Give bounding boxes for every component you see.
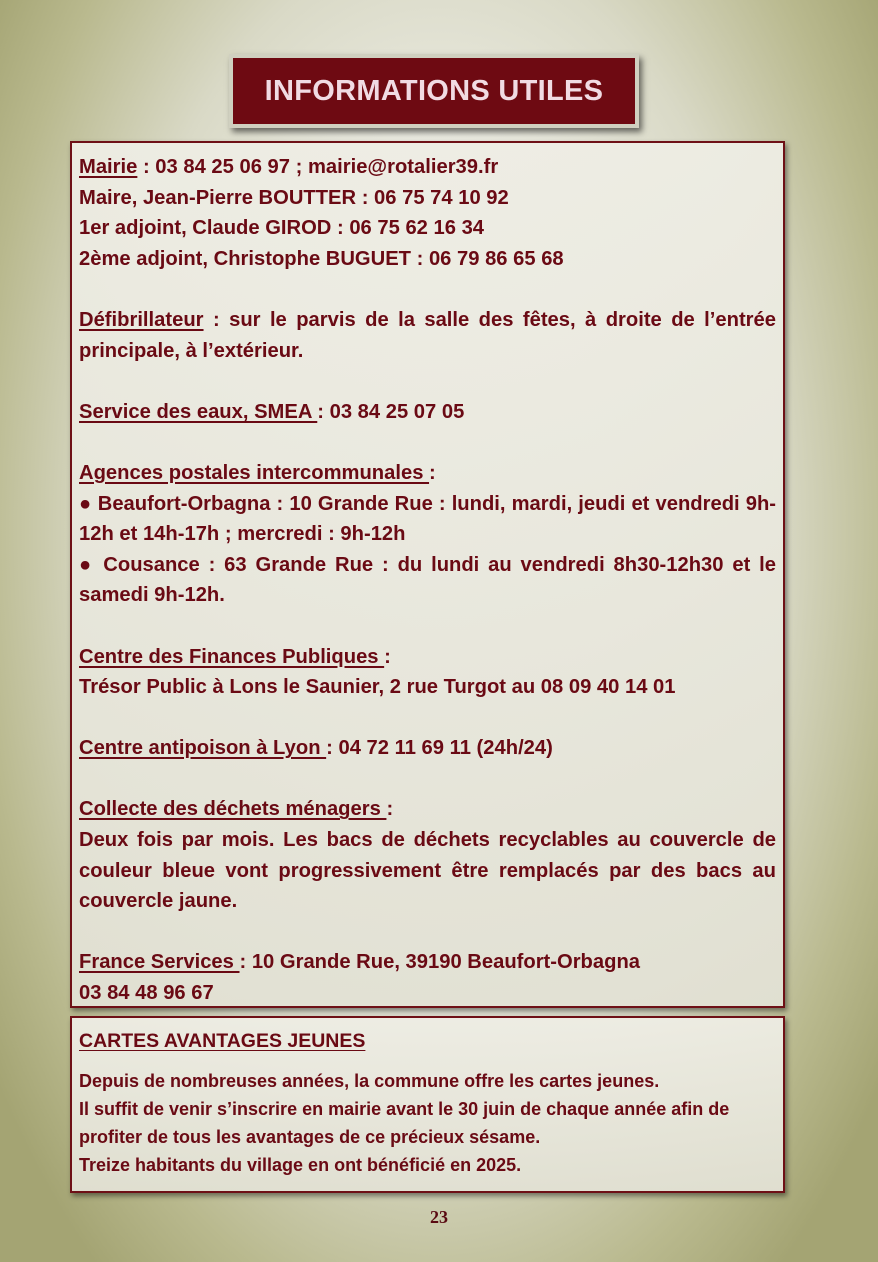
cartes-line-2: Il suffit de venir s’inscrire en mairie avant le 30 juin de chaque année afin de profiter de tous les avantages de ce précieux sésame. bbox=[79, 1099, 730, 1147]
mairie-heading: Mairie bbox=[79, 156, 138, 178]
defibrillateur-text: : sur le parvis de la salle des fêtes, à droite de l’entrée principale, à l’extérieur. bbox=[79, 308, 776, 362]
spacer bbox=[79, 274, 776, 305]
agences-heading-line bbox=[79, 458, 776, 489]
page-number: 23 bbox=[430, 1207, 448, 1227]
finances-heading: Centre des Finances Publiques bbox=[79, 645, 385, 668]
eaux-heading: Service des eaux, SMEA bbox=[79, 400, 318, 423]
france-services-phone: 03 84 48 96 67 bbox=[79, 982, 214, 1005]
agence-item-cousance: ● Cousance : 63 Grande Rue : du lundi au vendredi 8h30-12h30 et le samedi 9h-12h. bbox=[79, 553, 776, 607]
dechets-suffix: : bbox=[386, 798, 394, 821]
eaux-line bbox=[79, 397, 776, 428]
agence-item-beaufort: ● Beaufort-Orbagna : 10 Grande Rue : lundi, mardi, jeudi et vendredi 9h-12h et 14h-17h ; mercredi : 9h-12h bbox=[79, 492, 776, 546]
cartes-line-3: Treize habitants du village en ont bénéficié en 2025. bbox=[79, 1155, 522, 1175]
dechets-heading: Collecte des déchets ménagers bbox=[79, 798, 387, 821]
useful-info-box bbox=[70, 141, 785, 1008]
cartes-heading: CARTES AVANTAGES JEUNES bbox=[79, 1030, 366, 1052]
antipoison-text: : 04 72 11 69 11 (24h/24) bbox=[326, 737, 553, 760]
finances-heading-line bbox=[79, 642, 776, 673]
cartes-line-1: Depuis de nombreuses années, la commune offre les cartes jeunes. bbox=[79, 1071, 660, 1091]
finances-suffix: : bbox=[384, 645, 391, 668]
antipoison-line bbox=[79, 733, 776, 764]
defibrillateur-heading: Défibrillateur bbox=[79, 308, 204, 331]
france-services-text: : 10 Grande Rue, 39190 Beaufort-Orbagna bbox=[239, 951, 641, 974]
spacer bbox=[79, 703, 776, 734]
spacer bbox=[79, 611, 776, 642]
finances-text: Trésor Public à Lons le Saunier, 2 rue Turgot au 08 09 40 14 01 bbox=[79, 676, 676, 699]
agences-suffix: : bbox=[429, 461, 436, 484]
adjoint1-line: 1er adjoint, Claude GIROD : 06 75 62 16 34 bbox=[79, 217, 485, 240]
defibrillateur-paragraph bbox=[79, 305, 776, 366]
spacer bbox=[79, 427, 776, 458]
title-banner bbox=[229, 54, 639, 128]
antipoison-heading: Centre antipoison à Lyon bbox=[79, 737, 327, 760]
maire-line: Maire, Jean-Pierre BOUTTER : 06 75 74 10 92 bbox=[79, 186, 509, 209]
dechets-text: Deux fois par mois. Les bacs de déchets recyclables au couvercle de couleur bleue vont progressivement être remplacés par des bacs au couvercle jaune. bbox=[79, 829, 776, 913]
adjoint2-line: 2ème adjoint, Christophe BUGUET : 06 79 86 65 68 bbox=[79, 247, 564, 270]
dechets-heading-line bbox=[79, 794, 776, 825]
cartes-jeunes-box bbox=[70, 1016, 785, 1193]
france-services-heading: France Services bbox=[79, 951, 240, 974]
mairie-contact-line bbox=[79, 152, 776, 183]
mairie-contact: : 03 84 25 06 97 ; mairie@rotalier39.fr bbox=[137, 156, 499, 178]
spacer bbox=[79, 917, 776, 948]
spacer bbox=[79, 764, 776, 795]
agences-heading: Agences postales intercommunales bbox=[79, 461, 430, 484]
eaux-text: : 03 84 25 07 05 bbox=[317, 400, 465, 423]
france-services-line bbox=[79, 947, 776, 978]
page-title: INFORMATIONS UTILES bbox=[264, 74, 604, 107]
spacer bbox=[79, 366, 776, 397]
